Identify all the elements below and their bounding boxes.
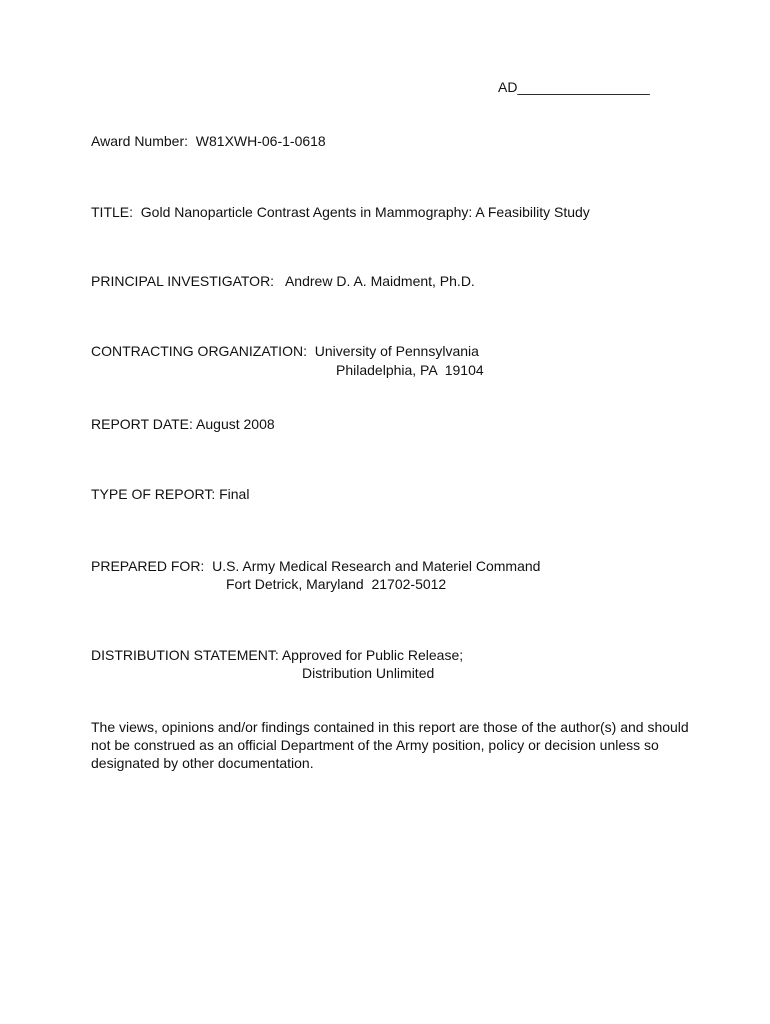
- report-title: TITLE: Gold Nanoparticle Contrast Agents in Mammography: A Feasibility Study: [91, 204, 590, 220]
- ad-number-line: AD_________________: [498, 79, 650, 95]
- prepared-for: PREPARED FOR: U.S. Army Medical Research and Materiel Command: [91, 558, 541, 574]
- distribution-statement: DISTRIBUTION STATEMENT: Approved for Public Release;: [91, 647, 464, 663]
- report-type: TYPE OF REPORT: Final: [91, 486, 250, 502]
- contracting-organization: CONTRACTING ORGANIZATION: University of Pennsylvania: [91, 343, 479, 359]
- distribution-statement-detail: Distribution Unlimited: [302, 665, 435, 681]
- award-number: Award Number: W81XWH-06-1-0618: [91, 133, 326, 149]
- disclaimer-paragraph: The views, opinions and/or findings contained in this report are those of the author(s) and should not be construed as an official Department of the Army position, policy or decision unless so designated by other documentation.: [91, 719, 689, 771]
- principal-investigator: PRINCIPAL INVESTIGATOR: Andrew D. A. Maidment, Ph.D.: [91, 273, 475, 289]
- report-date: REPORT DATE: August 2008: [91, 416, 275, 432]
- contracting-organization-address: Philadelphia, PA 19104: [336, 362, 484, 378]
- prepared-for-address: Fort Detrick, Maryland 21702-5012: [226, 576, 447, 592]
